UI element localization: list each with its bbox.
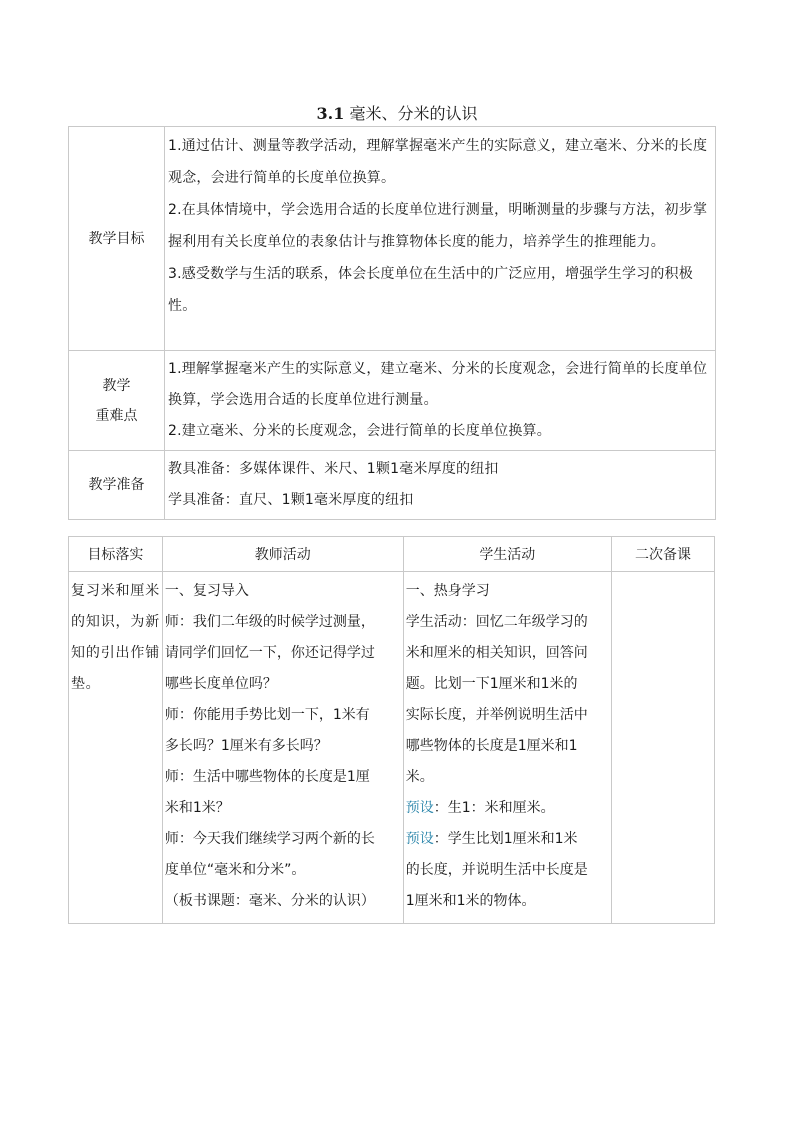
preset-2-line-2: 的长度，并说明生活中长度是 (405, 862, 588, 878)
preset-1-text: ：生1：米和厘米。 (433, 800, 555, 816)
lesson-title: 毫米、分米的认识 (349, 104, 478, 123)
header-student: 学生活动 (403, 537, 611, 572)
key-point-item-1: 1.理解掌握毫米产生的实际意义，建立毫米、分米的长度观念，会进行简单的长度单位换算，学会选用合适的长度单位进行测量。 (168, 361, 708, 408)
teacher-line-3: 请同学们回忆一下，你还记得学过 (164, 645, 375, 661)
student-heading: 一、热身学习 (405, 583, 490, 599)
student-line-3: 题。比划一下1厘米和1米的 (405, 676, 578, 692)
preparation-content (165, 451, 716, 520)
student-line-5: 哪些物体的长度是1厘米和1 (405, 738, 578, 754)
student-line-6: 米。 (405, 769, 434, 785)
student-preparation: 学具准备：直尺、1颗1毫米厚度的纽扣 (168, 492, 414, 508)
activity-header-row (69, 537, 715, 572)
teacher-line-11: （板书课题：毫米、分米的认识） (164, 893, 375, 909)
goal-text: 复习米和厘米的知识，为新知的引出作铺垫。 (71, 583, 160, 692)
activity-table (68, 536, 715, 924)
student-cell (403, 572, 611, 924)
goals-label: 教学目标 (69, 127, 165, 351)
teacher-line-7: 师：生活中哪些物体的长度是1厘 (164, 769, 370, 785)
goal-item-3: 3.感受数学与生活的联系，体会长度单位在生活中的广泛应用，增强学生学习的积极性。 (168, 266, 693, 314)
teacher-line-2: 师：我们二年级的时候学过测量， (164, 614, 375, 630)
key-points-label (69, 351, 165, 451)
preset-label-1: 预设 (405, 800, 434, 816)
teacher-preparation: 教具准备：多媒体课件、米尺、1颗1毫米厚度的纽扣 (168, 461, 499, 477)
preset-label-2: 预设 (405, 831, 434, 847)
teacher-line-4: 哪些长度单位吗？ (164, 676, 277, 692)
key-points-label-line2: 重难点 (95, 407, 138, 424)
goal-item-2: 2.在具体情境中，学会选用合适的长度单位进行测量，明晰测量的步骤与方法，初步掌握利用有关长度单位的表象估计与推算物体长度的能力，培养学生的推理能力。 (168, 202, 708, 250)
goal-item-1: 1.通过估计、测量等教学活动，理解掌握毫米产生的实际意义，建立毫米、分米的长度观念，会进行简单的长度单位换算。 (168, 138, 708, 186)
header-goal: 目标落实 (69, 537, 163, 572)
preparation-row (69, 451, 716, 520)
preset-2 (406, 824, 609, 855)
teacher-line-6: 多长吗？1厘米有多长吗？ (164, 738, 328, 754)
teacher-line-5: 师：你能用手势比划一下，1米有 (164, 707, 370, 723)
teacher-line-1: 一、复习导入 (164, 583, 249, 599)
student-line-4: 实际长度，并举例说明生活中 (405, 707, 588, 723)
activity-row (69, 572, 715, 924)
teacher-cell (162, 572, 403, 924)
objectives-table (68, 126, 716, 520)
lesson-number: 3.1 (316, 104, 345, 123)
preset-1 (406, 793, 609, 824)
goals-row (69, 127, 716, 351)
key-points-content (165, 351, 716, 451)
teacher-line-8: 米和1米？ (164, 800, 230, 816)
preset-2-line-3: 1厘米和1米的物体。 (405, 893, 536, 909)
notes-cell (611, 572, 714, 924)
student-line-1: 学生活动：回忆二年级学习的 (405, 614, 588, 630)
key-points-label-line1: 教学 (102, 377, 131, 394)
key-points-row (69, 351, 716, 451)
goal-cell (69, 572, 163, 924)
header-notes: 二次备课 (611, 537, 714, 572)
page-title (0, 104, 794, 124)
header-teacher: 教师活动 (162, 537, 403, 572)
preset-2-text: ：学生比划1厘米和1米 (433, 831, 578, 847)
goals-content (165, 127, 716, 351)
key-point-item-2: 2.建立毫米、分米的长度观念，会进行简单的长度单位换算。 (168, 423, 551, 439)
teacher-line-9: 师：今天我们继续学习两个新的长 (164, 831, 375, 847)
student-line-2: 米和厘米的相关知识，回答问 (405, 645, 588, 661)
teacher-line-10: 度单位“毫米和分米”。 (164, 862, 306, 878)
preparation-label: 教学准备 (69, 451, 165, 520)
